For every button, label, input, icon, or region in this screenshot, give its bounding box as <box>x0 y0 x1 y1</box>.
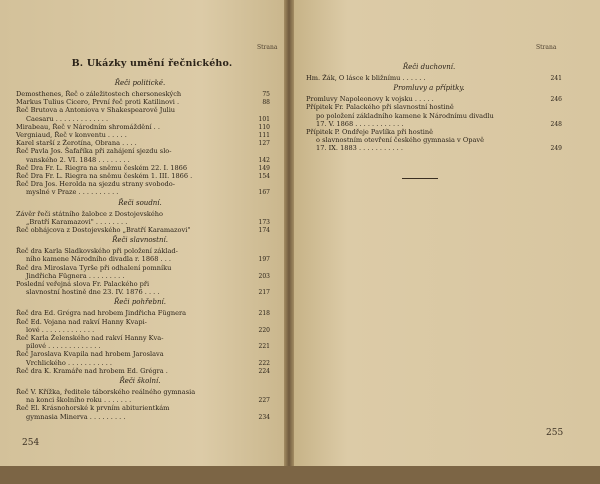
toc-page-number: 249 <box>550 145 562 153</box>
toc-entry-line: 17. V. 1868 . . . . . . . . . . . . <box>316 119 404 128</box>
table-edge <box>0 466 600 484</box>
toc-entry-line: Řeč dra Ed. Grégra nad hrobem Jindřicha Fügnera <box>16 309 187 318</box>
section-heading: Řeči politické. <box>114 79 166 87</box>
section-heading: Promluvy a přípitky. <box>393 84 465 93</box>
toc-entry-line: Přípitek P. Ondřeje Pavlíka při hostině <box>306 128 434 136</box>
toc-entry-line: Řeč Jaroslava Kvapila nad hrobem Jaroslava <box>16 350 164 359</box>
toc-entry-line: Řeč dra Miroslava Tyrše při odhalení pomníku <box>16 263 172 272</box>
toc-page-number: 174 <box>258 227 270 234</box>
toc-page-number: 222 <box>258 359 270 367</box>
toc-page-number: 218 <box>258 310 270 318</box>
toc-page-number: 224 <box>258 367 270 375</box>
toc-entry-line: vanského 2. VI. 1848 . . . . . . . . <box>26 155 130 164</box>
toc-entry-line: pilové . . . . . . . . . . . . . <box>26 342 101 351</box>
toc-page-number: 142 <box>258 156 270 164</box>
toc-page-number: 220 <box>258 326 270 334</box>
toc-page-number: 241 <box>550 75 562 82</box>
toc-page-number: 127 <box>258 140 270 148</box>
toc-entry-line: Řeč Dra Fr. L. Riegra na sněmu českém 1. III. 1866 . <box>16 172 193 180</box>
toc-entry-line: Řeč dra K. Kramáře nad hrobem Ed. Grégra . <box>16 366 168 375</box>
toc-page-number: 111 <box>258 132 270 139</box>
toc-entry-line: Hm. Žák, O lásce k bližnímu . . . . . . <box>306 74 426 82</box>
toc-entry-line: Řeč Pavla Jos. Šafaříka při zahájení sjezdu slo- <box>16 147 172 156</box>
toc-page-number: 101 <box>258 115 270 123</box>
section-heading: Řeči duchovní. <box>402 63 456 71</box>
toc-entry-line: ního kamene Národního divadla r. 1868 . . . <box>26 255 172 264</box>
toc-entry-line: gymnasia Minerva . . . . . . . . . <box>26 412 126 421</box>
toc-entry-line: na konci školního roku . . . . . . . <box>26 396 132 405</box>
toc-entry-line: Řeč V. Křížka, ředitele táborského reálného gymnasia <box>16 388 196 396</box>
section-heading: Řeči školní. <box>119 377 161 385</box>
toc-entry-line: Promluvy Napoleonovy k vojsku . . . . . <box>306 95 434 104</box>
toc-entry-line: „Bratří Karamazovi" . . . . . . . . <box>26 217 128 226</box>
toc-page-number: 75 <box>262 91 270 98</box>
right-page <box>292 0 600 484</box>
toc-entry-line: Řeč Karla Želenského nad rakví Hanny Kva- <box>16 334 164 342</box>
toc-entry-line: po položení základního kamene k Národnímu divadlu <box>316 111 494 120</box>
left-folio: 254 <box>22 438 40 448</box>
toc-page-number: 227 <box>258 397 270 405</box>
toc-entry-line: Vrchlického . . . . . . . . . . . <box>26 358 112 367</box>
toc-entry-line: Řeč obhájcova z Dostojevského „Bratří Karamazovi" <box>16 226 191 234</box>
toc-entry-line: o slavnostním otevření českého gymnasia v Opavě <box>316 136 485 145</box>
toc-page-number: 217 <box>258 289 270 297</box>
right-strana-label: Strana <box>536 44 557 51</box>
toc-entry-line: Demosthenes, Řeč o záležitostech chersoneských <box>16 90 182 98</box>
toc-entry-line: Řeč El. Krásnohorské k prvním abiturientkám <box>16 404 170 413</box>
toc-page-number: 197 <box>258 256 270 264</box>
toc-page-number: 154 <box>258 173 270 180</box>
toc-title: B. Ukázky umění řečnického. <box>71 58 233 69</box>
toc-page-number: 110 <box>258 123 270 131</box>
toc-page-number: 248 <box>550 120 562 128</box>
toc-entry-line: Řeč Brutova a Antoniova v Shakespearově Juliu <box>16 106 176 115</box>
toc-page-number: 234 <box>258 413 270 421</box>
toc-entry-line: Jindřicha Fügnera . . . . . . . . . <box>26 271 125 280</box>
section-divider-rule <box>402 178 438 179</box>
toc-entry-line: Řeč Ed. Vojana nad rakví Hanny Kvapi- <box>16 317 147 326</box>
toc-page-number: 167 <box>258 189 270 197</box>
toc-entry-line: Řeč Dra Fr. L. Riegra na sněmu českém 22. I. 1866 <box>16 163 188 172</box>
toc-entry-line: Caesaru . . . . . . . . . . . . . <box>26 114 109 123</box>
book-gutter <box>284 0 294 484</box>
toc-page-number: 88 <box>262 99 270 107</box>
section-heading: Řeči pohřební. <box>114 298 166 307</box>
toc-entry-line: Markus Tulius Cicero, První řeč proti Katilinovi . <box>16 98 180 107</box>
toc-entry-line: Řeč dra Karla Sladkovského při položení základ- <box>16 247 178 256</box>
section-heading: Řeči slavnostní. <box>112 236 168 245</box>
toc-entry-line: Mirabeau, Řeč v Národním shromáždění . . <box>16 122 160 131</box>
toc-page-number: 149 <box>258 164 270 172</box>
toc-entry-line: Závěr řeči státního žalobce z Dostojevského <box>16 209 164 218</box>
toc-entry-line: Poslední veřejná slova Fr. Palackého při <box>16 280 150 288</box>
toc-entry-line: Vergniaud, Řeč v konventu . . . . . <box>16 131 127 139</box>
toc-page-number: 173 <box>258 218 270 226</box>
right-folio: 255 <box>546 428 564 438</box>
toc-entry-line: slavnostní hostině dne 23. IV. 1876 . . . . <box>26 288 160 297</box>
toc-page-number: 203 <box>258 272 270 280</box>
toc-entry-line: Karel starší z Žerotína, Obrana . . . . <box>16 139 137 148</box>
toc-page-number: 221 <box>258 343 270 351</box>
toc-entry-line: myslné v Praze . . . . . . . . . . <box>26 188 119 197</box>
toc-entry-line: Řeč Dra Jos. Herolda na sjezdu strany svobodo- <box>16 180 175 189</box>
toc-entry-line: 17. IX. 1883 . . . . . . . . . . . <box>316 144 403 153</box>
section-heading: Řeči soudní. <box>118 198 162 207</box>
toc-page-number: 246 <box>550 96 562 104</box>
toc-entry-line: lové . . . . . . . . . . . . . <box>26 325 95 334</box>
toc-entry-line: Přípitek Fr. Palackého při slavnostní hostině <box>306 103 454 112</box>
left-strana-label: Strana <box>257 44 278 51</box>
